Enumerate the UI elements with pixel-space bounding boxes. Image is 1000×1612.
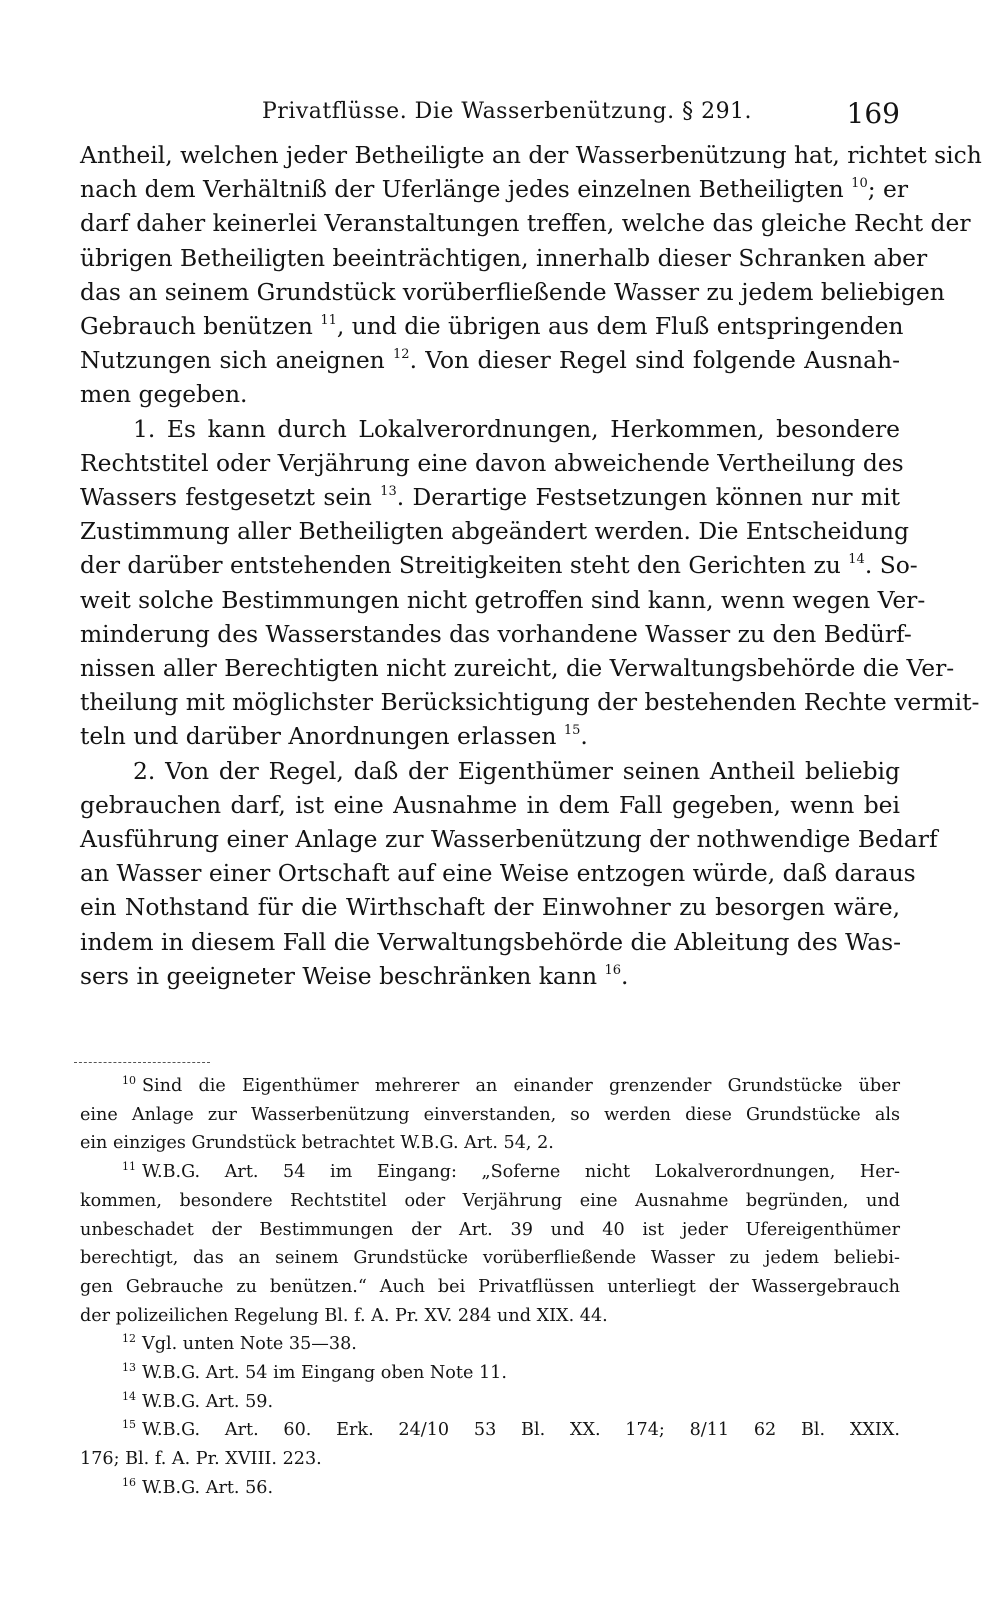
footnote-mark: 16 (122, 1475, 136, 1489)
text-line: Rechtstitel oder Verjährung eine davon abweichende Vertheilung des (80, 448, 904, 477)
text-line: 1. Es kann durch Lokalverordnungen, Herkommen, besondere (133, 414, 900, 443)
footnote-ref: 15 (563, 723, 581, 739)
footnote-line: gen Gebrauche zu benützen.“ Auch bei Privatflüssen unterliegt der Wassergebrauch (80, 1276, 900, 1297)
text-line: sers in geeigneter Weise beschränken kann $^{16}$. (80, 961, 629, 990)
text-line: teln und darüber Anordnungen erlassen $^{15}$. (80, 722, 588, 751)
footnote-mark: 15 (122, 1418, 136, 1432)
footnote-line: $^{13}$ W.B.G. Art. 54 im Eingang oben Note 11. (122, 1361, 507, 1384)
text-line: der darüber entstehenden Streitigkeiten steht den Gerichten zu $^{14}$. So- (80, 551, 918, 580)
page-header (80, 92, 900, 132)
footnote-line: $^{15}$ W.B.G. Art. 60. Erk. 24/10 53 Bl. XX. 174; 8/11 62 Bl. XXIX. (122, 1418, 900, 1441)
text-line: 2. Von der Regel, daß der Eigenthümer seinen Antheil beliebig (133, 756, 900, 785)
text-line: theilung mit möglichster Berücksichtigung der bestehenden Rechte vermit- (80, 688, 980, 717)
footnote-mark: 14 (122, 1389, 136, 1403)
footnote-ref: 10 (851, 176, 868, 192)
footnote-ref: 11 (320, 313, 337, 329)
footnote-line: $^{16}$ W.B.G. Art. 56. (122, 1475, 274, 1498)
text-line: nissen aller Berechtigten nicht zureicht, die Verwaltungsbehörde die Ver- (80, 654, 955, 683)
text-line: Gebrauch benützen $^{11}$, und die übrigen aus dem Fluß entspringenden (80, 312, 904, 341)
text-line: Nutzungen sich aneignen $^{12}$. Von dieser Regel sind folgende Ausnah- (80, 346, 901, 375)
footnote-mark: 12 (122, 1332, 136, 1346)
text-line: gebrauchen darf, ist eine Ausnahme in dem Fall gegeben, wenn bei (80, 790, 900, 819)
footnote-line: unbeschadet der Bestimmungen der Art. 39 und 40 ist jeder Ufereigenthümer (80, 1219, 900, 1240)
text-line: ein Nothstand für die Wirthschaft der Einwohner zu besorgen wäre, (80, 893, 900, 922)
footnote-line: eine Anlage zur Wasserbenützung einverstanden, so werden diese Grundstücke als (80, 1104, 900, 1125)
footnote-mark: 11 (122, 1160, 136, 1174)
footnote-line: 176; Bl. f. A. Pr. XVIII. 223. (80, 1449, 322, 1470)
text-line: an Wasser einer Ortschaft auf eine Weise entzogen würde, daß daraus (80, 859, 916, 888)
text-line: darf daher keinerlei Veranstaltungen treffen, welche das gleiche Recht der (80, 209, 971, 238)
footnote-line: $^{12}$ Vgl. unten Note 35—38. (122, 1332, 357, 1355)
footnotes (80, 1072, 900, 1503)
text-line: das an seinem Grundstück vorüberfließende Wasser zu jedem beliebigen (80, 277, 945, 306)
text-line: übrigen Betheiligten beeinträchtigen, innerhalb dieser Schranken aber (80, 243, 928, 272)
footnote-line: berechtigt, das an seinem Grundstücke vorüberfließende Wasser zu jedem beliebi- (80, 1248, 900, 1269)
text-line: indem in diesem Fall die Verwaltungsbehörde die Ableitung des Was- (80, 927, 901, 956)
text-line: Zustimmung aller Betheiligten abgeändert werden. Die Entscheidung (80, 517, 909, 546)
text-line: men gegeben. (80, 380, 248, 409)
text-line: nach dem Verhältniß der Uferlänge jedes einzelnen Betheiligten $^{10}$; er (80, 175, 909, 204)
footnote-line: ein einziges Grundstück betrachtet W.B.G. Art. 54, 2. (80, 1133, 554, 1154)
running-head: Privatflüsse. Die Wasserbenützung. § 291. (262, 99, 753, 124)
text-line: minderung des Wasserstandes das vorhandene Wasser zu den Bedürf- (80, 619, 912, 648)
footnote-line: kommen, besondere Rechtstitel oder Verjährung eine Ausnahme begründen, und (80, 1190, 900, 1211)
text-line: Antheil, welchen jeder Betheiligte an der Wasserbenützung hat, richtet sich (80, 141, 982, 169)
footnote-line: $^{11}$ W.B.G. Art. 54 im Eingang: „Soferne nicht Lokalverordnungen, Her- (122, 1160, 900, 1183)
footnote-separator (74, 1062, 210, 1063)
text-line: Ausführung einer Anlage zur Wasserbenützung der nothwendige Bedarf (80, 825, 938, 854)
footnote-line: der polizeilichen Regelung Bl. f. A. Pr. XV. 284 und XIX. 44. (80, 1305, 608, 1326)
footnote-ref: 16 (604, 962, 621, 978)
footnote-mark: 10 (122, 1074, 136, 1087)
footnote-line: $^{10}$ Sind die Eigenthümer mehrerer an einander grenzender Grundstücke über (122, 1074, 900, 1096)
footnote-ref: 12 (393, 347, 410, 363)
footnote-ref: 14 (848, 552, 865, 568)
page-number: 169 (846, 97, 900, 130)
text-line: weit solche Bestimmungen nicht getroffen sind kann, wenn wegen Ver- (80, 585, 926, 614)
footnote-line: $^{14}$ W.B.G. Art. 59. (122, 1389, 274, 1412)
text-line: Wassers festgesetzt sein $^{13}$. Derartige Festsetzungen können nur mit (80, 483, 900, 512)
footnote-mark: 13 (122, 1361, 136, 1375)
main-text (80, 138, 982, 993)
footnote-ref: 13 (380, 484, 397, 500)
